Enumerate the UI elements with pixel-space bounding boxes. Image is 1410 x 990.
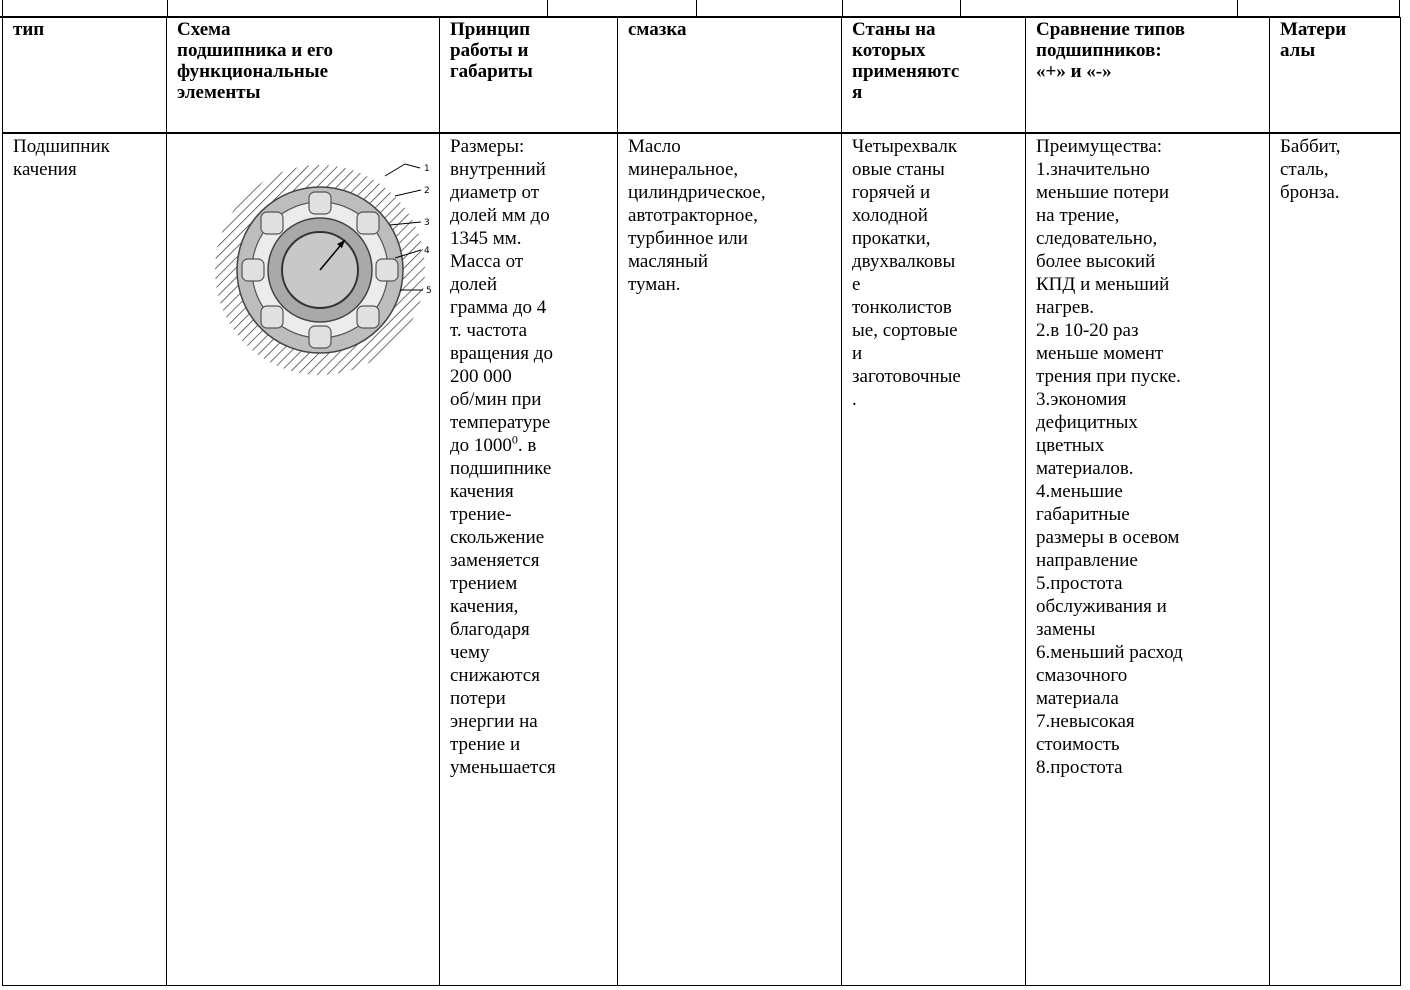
header-principle: Принцип работы и габариты — [440, 18, 618, 134]
header-mills: Станы на которых применяютс я — [842, 18, 1026, 134]
header-lubrication: смазка — [618, 18, 842, 134]
cell-type: Подшипник качения — [3, 133, 167, 986]
previous-table-edge — [0, 0, 1410, 18]
header-scheme: Схема подшипника и его функциональные элементы — [167, 18, 440, 134]
cell-comparison — [1026, 133, 1270, 986]
table-row — [3, 133, 1401, 986]
principle-text-2: . в подшипнике качения трение- скольжение заменяется трением качения, благодаря чему снижаются потери энергии на трение и уменьшается — [450, 435, 556, 778]
cell-scheme — [167, 133, 440, 986]
cell-lubrication: Масло минеральное, цилиндрическое, автотракторное, турбинное или масляный туман. — [618, 133, 842, 986]
header-materials: Матери алы — [1270, 18, 1401, 134]
callout-numbers — [424, 164, 432, 296]
cell-mills: Четырехвалк овые станы горячей и холодной прокатки, двухвалковы е тонколистов ые, сортовые и заготовочные . — [842, 133, 1026, 986]
callout-5: 5 — [426, 286, 432, 296]
cell-principle — [440, 133, 618, 986]
cell-materials: Баббит, сталь, бронза. — [1270, 133, 1401, 986]
bearing-diagram — [195, 140, 435, 410]
comparison-text: Преимущества: 1.значительно меньшие потери на трение, следовательно, более высокий КПД и меньший нагрев. 2.в 10-20 раз меньше момент трения при пуске. 3.экономия дефицитных цветных материалов. 4.меньшие габаритные размеры в осевом направление 5.простота обслуживания и замены 6.меньший расход смазочного материала 7.невысокая стоимость 8.простота — [1036, 136, 1183, 778]
callout-4: 4 — [424, 246, 430, 256]
degree-superscript: 0 — [511, 432, 518, 447]
header-row — [3, 18, 1401, 134]
bearing-table — [2, 17, 1401, 986]
header-comparison: Сравнение типов подшипников: «+» и «-» — [1026, 18, 1270, 134]
principle-text-1: Размеры: внутренний диаметр от долей мм до 1345 мм. Масса от долей грамма до 4 т. частота вращения до 200 000 об/мин при температуре до 1000 — [450, 136, 553, 456]
callout-2: 2 — [424, 186, 430, 196]
callout-3: 3 — [424, 218, 430, 228]
callout-1: 1 — [424, 164, 430, 174]
header-type: тип — [3, 18, 167, 134]
